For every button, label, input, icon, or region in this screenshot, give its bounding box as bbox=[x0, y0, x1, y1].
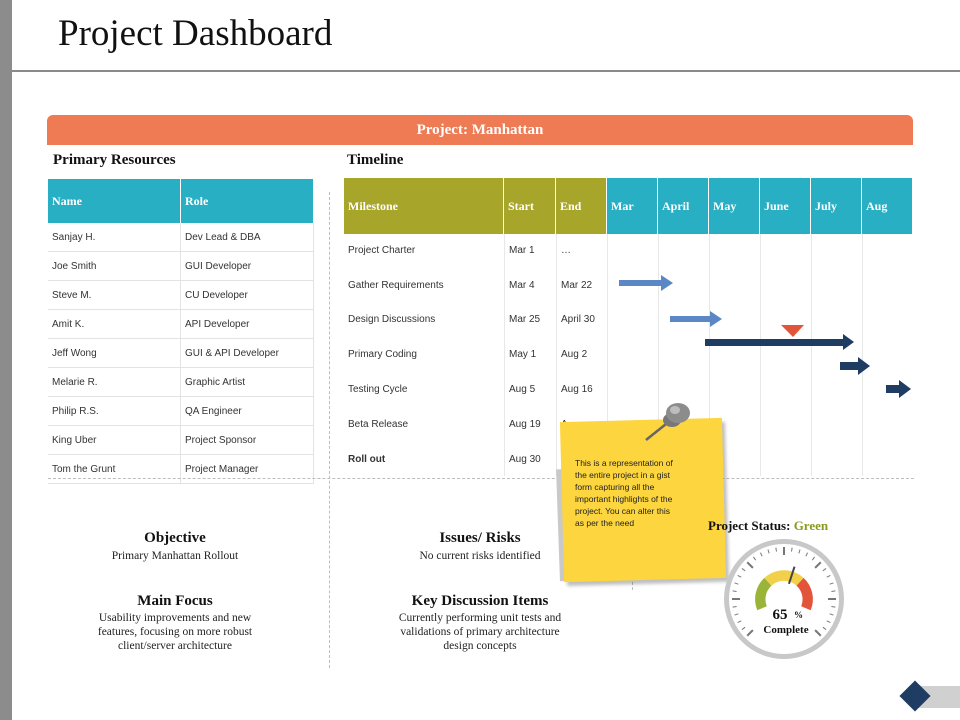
note-line: important highlights of the bbox=[575, 494, 673, 504]
milestone-start: Aug 30 bbox=[509, 454, 541, 465]
resources-table bbox=[48, 179, 314, 484]
resource-name: Melarie R. bbox=[48, 368, 181, 397]
resource-role: Dev Lead & DBA bbox=[181, 223, 314, 252]
month-header: July bbox=[811, 178, 862, 234]
grid-line bbox=[556, 234, 557, 476]
milestone-name: Gather Requirements bbox=[348, 280, 444, 291]
gauge-tick bbox=[733, 591, 737, 592]
table-row bbox=[48, 455, 314, 484]
milestone-start: Mar 1 bbox=[509, 245, 535, 256]
month-header: Aug bbox=[862, 178, 913, 234]
key-discussion-line: validations of primary architecture bbox=[400, 626, 560, 638]
resource-role: Project Manager bbox=[181, 455, 314, 484]
month-header: May bbox=[709, 178, 760, 234]
resource-role: QA Engineer bbox=[181, 397, 314, 426]
resource-name: Tom the Grunt bbox=[48, 455, 181, 484]
main-focus-line: features, focusing on more robust bbox=[97, 626, 253, 638]
milestone-name: Roll out bbox=[348, 454, 386, 465]
resource-name: Steve M. bbox=[48, 281, 181, 310]
gauge-tick bbox=[776, 548, 777, 552]
key-discussion-text bbox=[370, 611, 590, 653]
milestone-start: Aug 5 bbox=[509, 384, 536, 395]
timeline-heading: Timeline bbox=[347, 152, 404, 168]
resource-name: Sanjay H. bbox=[48, 223, 181, 252]
column-header-end: End bbox=[556, 178, 607, 234]
separator-vertical bbox=[329, 192, 330, 668]
grid-line bbox=[504, 234, 505, 476]
project-banner: Project: Manhattan bbox=[47, 115, 913, 145]
month-header: Mar bbox=[607, 178, 658, 234]
milestone-name: Beta Release bbox=[348, 419, 409, 430]
note-line: as per the need bbox=[575, 518, 635, 528]
resource-role: GUI Developer bbox=[181, 252, 314, 281]
key-discussion-title: Key Discussion Items bbox=[411, 593, 549, 609]
gauge-tick bbox=[831, 607, 835, 608]
gauge-caption: Complete bbox=[763, 624, 809, 636]
milestone-start: Mar 4 bbox=[509, 280, 535, 291]
note-line: the entire project in a gist bbox=[575, 470, 670, 480]
objective-title: Objective bbox=[144, 530, 206, 546]
column-header-role: Role bbox=[181, 179, 314, 223]
milestone-end: Mar 22 bbox=[561, 280, 593, 291]
column-header-start: Start bbox=[504, 178, 556, 234]
table-row bbox=[48, 223, 314, 252]
resource-name: Amit K. bbox=[48, 310, 181, 339]
resource-role: Project Sponsor bbox=[181, 426, 314, 455]
project-status bbox=[708, 518, 828, 534]
milestone-name: Project Charter bbox=[348, 245, 416, 256]
issues-title: Issues/ Risks bbox=[439, 530, 521, 546]
milestone-end: Aug 2 bbox=[561, 349, 588, 360]
table-row bbox=[48, 426, 314, 455]
main-focus-text bbox=[60, 611, 290, 653]
resource-name: Joe Smith bbox=[48, 252, 181, 281]
progress-gauge bbox=[721, 536, 847, 662]
milestone-start: Aug 19 bbox=[509, 419, 541, 430]
month-header: June bbox=[760, 178, 811, 234]
resource-role: GUI & API Developer bbox=[181, 339, 314, 368]
resource-role: Graphic Artist bbox=[181, 368, 314, 397]
arrow-gather-requirements bbox=[619, 275, 673, 291]
milestone-start: Mar 25 bbox=[509, 314, 541, 325]
table-row bbox=[48, 252, 314, 281]
resources-heading: Primary Resources bbox=[53, 152, 176, 168]
milestone-end: April 30 bbox=[561, 314, 595, 325]
milestone-end: Aug 16 bbox=[561, 384, 593, 395]
note-line: This is a representation of bbox=[575, 458, 673, 468]
milestone-marker bbox=[781, 325, 804, 337]
table-row bbox=[48, 368, 314, 397]
gauge-tick bbox=[831, 591, 835, 592]
column-header-name: Name bbox=[48, 179, 181, 223]
milestone-start: May 1 bbox=[509, 349, 537, 360]
gauge-tick bbox=[792, 548, 793, 552]
key-discussion-line: design concepts bbox=[443, 640, 517, 652]
arrow-beta-release bbox=[886, 380, 911, 398]
arrow-testing-cycle bbox=[840, 357, 870, 375]
arrow-design-discussions bbox=[670, 311, 722, 327]
objective-text: Primary Manhattan Rollout bbox=[111, 550, 239, 562]
title-divider bbox=[12, 70, 960, 72]
column-header-milestone: Milestone bbox=[344, 178, 504, 234]
note-line: project. You can alter this bbox=[575, 506, 670, 516]
separator-horizontal bbox=[48, 478, 914, 479]
main-focus-title: Main Focus bbox=[137, 593, 213, 609]
resource-role: CU Developer bbox=[181, 281, 314, 310]
project-status-value: Green bbox=[793, 518, 829, 533]
project-status-label: Project Status: bbox=[708, 518, 794, 533]
table-row bbox=[48, 339, 314, 368]
gantt-arrows bbox=[600, 262, 920, 402]
left-accent-bar bbox=[0, 0, 12, 720]
gauge-percent: 65 bbox=[772, 607, 788, 623]
milestone-end: … bbox=[561, 245, 571, 256]
key-discussion-line: Currently performing unit tests and bbox=[398, 612, 562, 624]
main-focus-line: client/server architecture bbox=[118, 640, 232, 652]
milestone-name: Primary Coding bbox=[348, 349, 417, 360]
arrow-primary-coding bbox=[705, 334, 854, 350]
main-focus-line: Usability improvements and new bbox=[98, 612, 252, 624]
note-line: form capturing all the bbox=[575, 482, 655, 492]
issues-text: No current risks identified bbox=[419, 550, 541, 562]
resource-name: Jeff Wong bbox=[48, 339, 181, 368]
resources-header-row bbox=[48, 179, 314, 223]
sticky-note-text bbox=[575, 457, 700, 529]
month-header: April bbox=[658, 178, 709, 234]
resource-role: API Developer bbox=[181, 310, 314, 339]
resource-name: King Uber bbox=[48, 426, 181, 455]
page-title: Project Dashboard bbox=[58, 13, 333, 54]
gauge-tick bbox=[733, 607, 737, 608]
milestone-name: Testing Cycle bbox=[348, 384, 408, 395]
table-row bbox=[48, 310, 314, 339]
table-row bbox=[48, 281, 314, 310]
resource-name: Philip R.S. bbox=[48, 397, 181, 426]
gauge-percent-sign: % bbox=[794, 610, 803, 620]
pushpin-icon bbox=[638, 398, 696, 448]
milestone-name: Design Discussions bbox=[348, 314, 436, 325]
table-row bbox=[48, 397, 314, 426]
